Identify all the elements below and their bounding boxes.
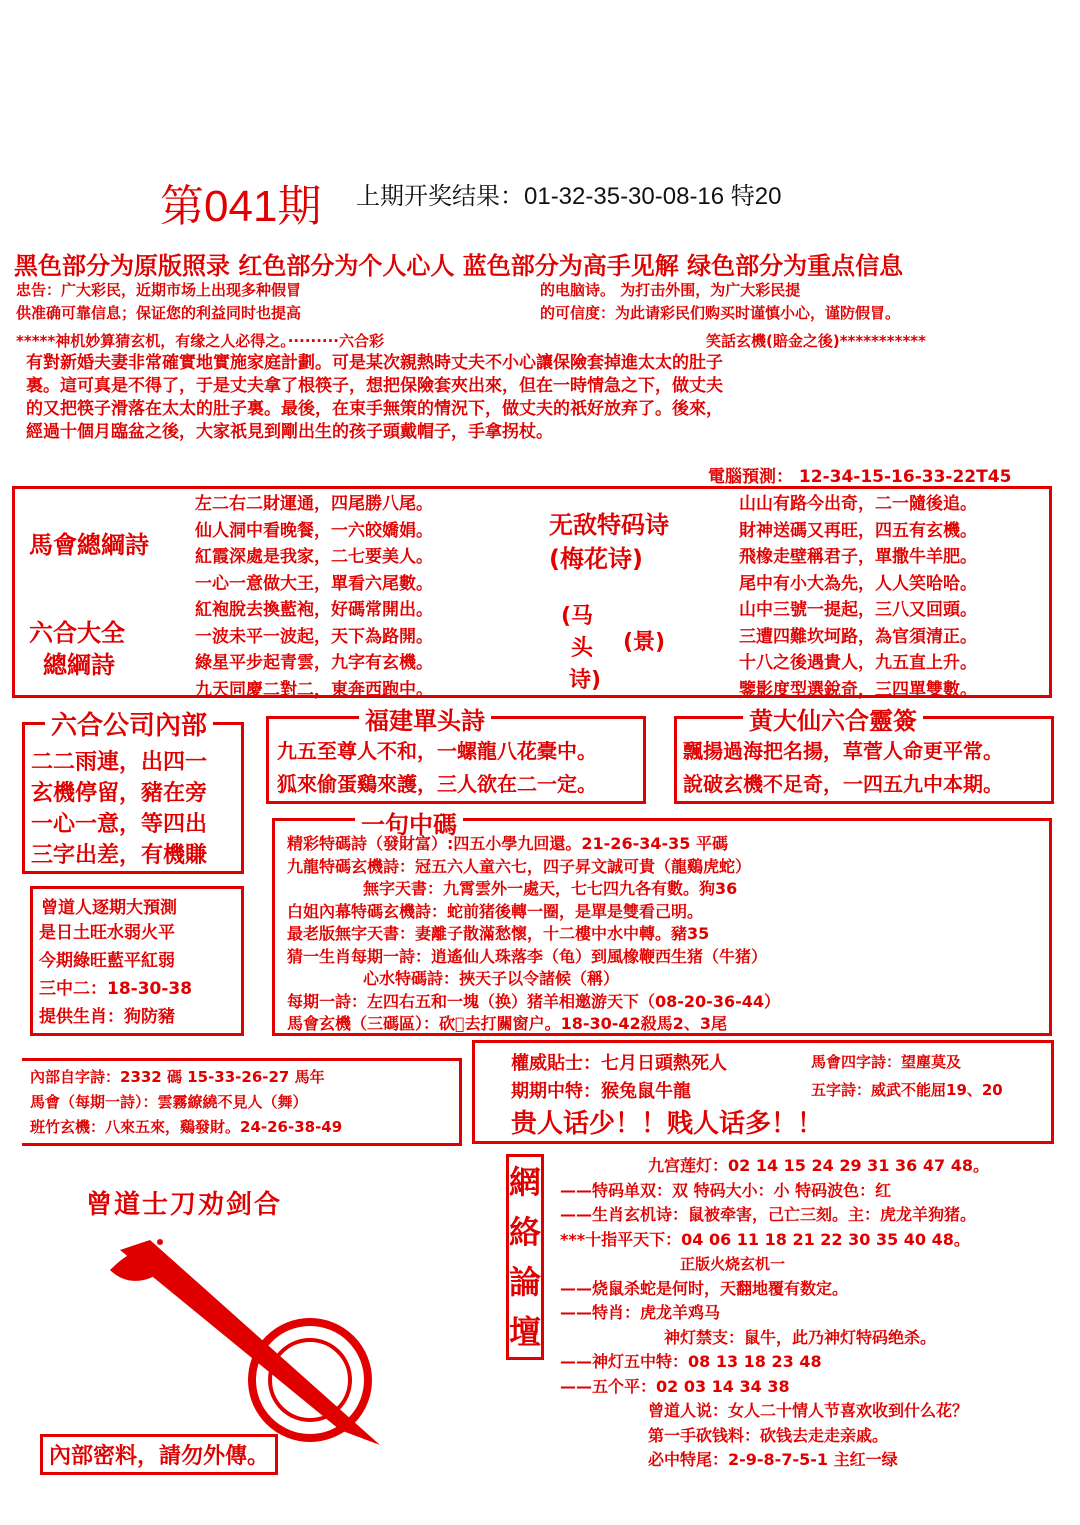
forum-line: ——神灯五中特：08 13 18 23 48 (560, 1352, 822, 1371)
sentence-box (272, 811, 1052, 1036)
notice-line1-right: 的电脑诗。 为打击外围，为广大彩民提 (540, 281, 801, 299)
notice-line2-right: 的可信度：为此请彩民们购买时谨慎小心，谨防假冒。 (540, 304, 901, 322)
forum-char: 絡 (509, 1213, 542, 1251)
poem-line: 鑒影度型選銳奇，三四單雙數。 (739, 679, 977, 700)
forum-line: 曾道人说：女人二十情人节喜欢收到什么花？ (648, 1401, 969, 1420)
forum-char: 論 (509, 1263, 542, 1301)
company-box (22, 711, 244, 874)
poem-title-horse: 馬會總綱詩 (29, 530, 149, 559)
forum-line: ——生肖玄机诗：鼠被牵害，己亡三刻。主：虎龙羊狗猪。 (560, 1205, 977, 1224)
authority-box (472, 1040, 1054, 1144)
authority-line2-left: 期期中特：猴兔鼠牛龍 (511, 1081, 691, 1102)
sentence-line: 猜一生肖每期一詩：逍遙仙人珠落李（龟）到風橡鞭西生猪（牛猪） (287, 946, 768, 966)
issue-number: 第041期 (160, 182, 322, 231)
zeng-lines (39, 919, 192, 1031)
poem-line: 一心一意做大王，單看六尾數。 (195, 573, 433, 594)
inner-line: 馬會（每期一詩）：雲霧繚繞不見人（舞） (30, 1093, 308, 1111)
inner-line: 內部自字詩：2332 碼 15-33-26-27 馬年 (30, 1068, 325, 1086)
sentence-line: 精彩特碼詩（發財富）:四五小學九回還。21-26-34-35 平碼 (287, 834, 728, 853)
computer-prediction: 電腦預測： 12-34-15-16-33-22T45 (708, 467, 1012, 487)
sentence-line: 馬會玄機（三碼區）：砍𫟾去打關窗户。18-30-42殺馬2、3尾 (287, 1014, 727, 1033)
zeng-title: 曾道人逐期大預測 (41, 898, 177, 918)
zeng-line: 今期綠旺藍平紅弱 (39, 951, 175, 971)
authority-line1-right: 馬會四字詩：望塵莫及 (811, 1053, 962, 1071)
mid-title-4: 头 (571, 636, 594, 661)
fujian-lines (277, 735, 597, 801)
notice-line1-left: 忠告：广大彩民，近期市场上出现多种假冒 (16, 281, 302, 299)
poem-line: 十八之後遇貴人，九五直上升。 (739, 653, 977, 673)
poem-line: 左二右二財運通，四尾勝八尾。 (195, 494, 433, 514)
huangdaxian-line: 說破玄機不足奇，一四五九中本期。 (683, 772, 1003, 796)
confidential-text: 內部密料，請勿外傳。 (49, 1444, 270, 1469)
joke-title-left: *****神机妙算猜玄机，有缘之人必得之。·········六合彩 (16, 332, 385, 350)
authority-line1-left: 權威貼士：七月日頭熱死人 (511, 1053, 727, 1074)
forum-char: 壇 (509, 1313, 542, 1351)
inner-box (22, 1058, 462, 1146)
sentence-line: 無字天書：九霄雲外一處天，七七四九各有數。狗36 (363, 879, 738, 898)
poem-line: 一波未平一波起，天下為路開。 (195, 626, 433, 647)
mid-title-1: 无敌特码诗 (549, 511, 669, 539)
sword-illustration (90, 1230, 410, 1460)
forum-line: 九宫莲灯：02 14 15 24 29 31 36 47 48。 (648, 1156, 989, 1175)
huangdaxian-line: 飄揚過海把名揚，草菅人命更平常。 (683, 739, 1003, 763)
forum-line: ——特码单双：双 特码大小：小 特码波色：红 (560, 1180, 892, 1200)
poem-line: 山中三號一提起，三八又回頭。 (739, 600, 977, 620)
joke-title-right: 笑話玄機(賠金之後)*********** (706, 332, 926, 350)
mid-title-5: (景) (623, 630, 666, 655)
mid-title-3: (马 (561, 604, 594, 629)
fujian-title: 福建單头詩 (359, 701, 491, 736)
huangdaxian-lines (683, 735, 1003, 801)
authority-slogan: 贵人话少！！贱人话多！！ (511, 1109, 824, 1139)
notice-line2-left: 供准确可靠信息；保证您的利益同时也提高 (16, 304, 302, 322)
poem-title-liuhe: 六合大全 (29, 618, 125, 647)
huangdaxian-title: 黄大仙六合靈簽 (743, 701, 923, 736)
joke-line: 的又把筷子滑落在太太的肚子裏。最後，在束手無策的情況下，做丈夫的祇好放弃了。後來， (26, 399, 723, 419)
zeng-box (30, 886, 244, 1036)
mid-title-6: 诗) (569, 668, 602, 693)
poem-line: 仙人洞中看晚餐，一六皎嬌娟。 (195, 520, 433, 541)
company-line: 三字出差，有機賺 (31, 843, 208, 868)
zeng-line: 是日土旺水弱火平 (39, 923, 175, 943)
sentence-lines (287, 833, 780, 1036)
poem-line: 三遭四難坎坷路，為官須清正。 (739, 626, 977, 647)
zeng-line: 提供生肖：狗防豬 (39, 1007, 175, 1027)
poem-right-list (739, 491, 977, 703)
forum-char: 網 (509, 1163, 542, 1201)
poem-line: 財神送碼又再旺，四五有玄機。 (739, 520, 977, 541)
fujian-line: 狐來偷蛋鷄來護，三人欲在二一定。 (277, 772, 597, 796)
confidential-stamp (40, 1434, 278, 1475)
sentence-line: 九龍特碼玄機詩：冠五六人童六七，四子昇文誠可貴（龍鷄虎蛇） (287, 856, 752, 876)
poem-line: 紅霞深處是我家，二七要美人。 (195, 547, 433, 567)
company-line: 一心一意，等四出 (31, 812, 208, 837)
sentence-line: 每期一詩：左四右五和一塊（换）猪羊相邀游天下（08-20-36-44） (287, 991, 780, 1011)
company-line: 玄機停留，豬在旁 (31, 781, 208, 806)
company-lines (31, 747, 207, 871)
forum-line: 必中特尾：2-9-8-7-5-1 主红一绿 (648, 1450, 898, 1469)
sentence-title: 一句中碼 (355, 805, 463, 840)
forum-line: ——烧鼠杀蛇是何时，天翻地覆有数定。 (560, 1278, 849, 1298)
forum-line: 正版火烧玄机一 (680, 1255, 786, 1273)
poem-line: 山山有路今出奇，二一隨後追。 (739, 494, 977, 514)
forum-line: ***十指平天下：04 06 11 18 21 22 30 35 40 48。 (560, 1229, 970, 1249)
forum-line: 第一手砍钱料：砍钱去走走亲戚。 (648, 1425, 889, 1445)
joke-line: 有對新婚夫妻非常確實地實施家庭計劃。可是某次親熱時丈夫不小心讓保險套掉進太太的肚子 (26, 353, 723, 373)
sentence-line: 心水特碼詩：挾天子以令諸候（稱） (363, 969, 620, 988)
forum-line: ——五个平：02 03 14 34 38 (560, 1376, 790, 1396)
poem-line: 紅袍脫去換藍袍，好碼常開出。 (195, 600, 433, 620)
joke-body (26, 352, 1066, 444)
sentence-line: 最老版無字天書：妻離子散滿愁懷，十二樓中水中轉。豬35 (287, 924, 710, 943)
inner-line: 班竹玄機：八來五來，鷄發財。24-26-38-49 (30, 1118, 343, 1136)
poem-line: 飛橡走壁稱君子，單撒牛羊肥。 (739, 547, 977, 567)
last-result: 上期开奖结果：01-32-35-30-08-16 特20 (356, 183, 782, 210)
sword-tip-icon (157, 1239, 163, 1245)
color-legend: 黑色部分为原版照录 红色部分为个人心人 蓝色部分为高手见解 绿色部分为重点信息 (14, 252, 904, 280)
sentence-line: 白姐內幕特碼玄機詩：蛇前猪後轉一圈，是單是雙看己明。 (287, 901, 704, 921)
zeng-line: 三中二：18-30-38 (39, 979, 193, 999)
forum-vertical-title (506, 1154, 544, 1360)
joke-line: 經過十個月臨盆之後，大家祇見到剛出生的孩子頭戴帽子，手拿拐杖。 (26, 422, 553, 442)
authority-line2-right: 五字詩：威武不能屈19、20 (811, 1081, 1003, 1099)
poem-line: 尾中有小大為先，人人笑哈哈。 (739, 573, 977, 594)
poem-title-liuhe-2: 總綱詩 (43, 650, 115, 679)
poem-box (12, 486, 1052, 698)
forum-line: ——特肖：虎龙羊鸡马 (560, 1303, 721, 1322)
forum-lines (560, 1154, 1070, 1473)
fujian-line: 九五至尊人不和，一螺龍八花橐中。 (277, 739, 597, 763)
mid-title-2: (梅花诗) (549, 545, 643, 573)
forum-line: 神灯禁支：鼠牛，此乃神灯特码绝杀。 (664, 1327, 937, 1347)
company-line: 二二雨連，出四一 (31, 750, 208, 775)
fujian-box (266, 707, 646, 804)
poem-line: 綠星平步起青雲，九字有玄機。 (195, 653, 433, 673)
poem-line: 九天同慶二對二，東奔西跑中。 (195, 679, 433, 700)
inner-lines (30, 1065, 342, 1140)
company-title: 六合公司內部 (45, 705, 213, 742)
huangdaxian-box (674, 707, 1054, 804)
joke-line: 裏。這可真是不得了，于是丈夫拿了根筷子，想把保險套夾出來，但在一時情急之下，做丈夫 (26, 376, 723, 396)
poem-left-list (195, 491, 433, 703)
bottom-left-title: 曾道士刀劝剑合 (86, 1190, 283, 1220)
